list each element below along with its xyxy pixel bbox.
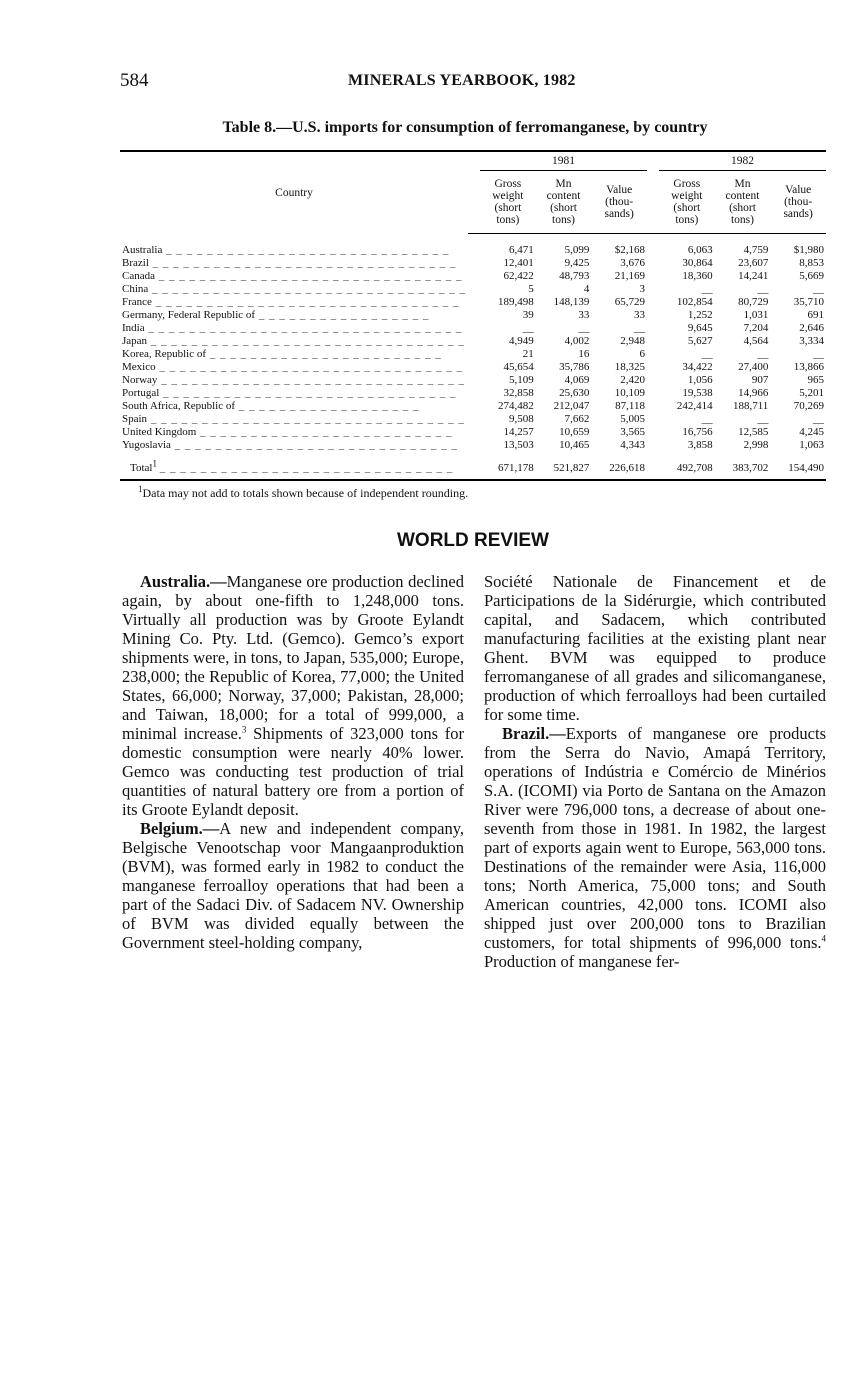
value-cell: 5 [528,283,534,295]
value-cell: 6,063 [687,244,713,256]
table-row [120,348,826,361]
table-row [120,374,826,387]
value-cell: 10,109 [614,387,645,399]
year-1982-header: 1982 [659,151,826,171]
country-cell: United Kingdom _ _ _ _ _ _ _ _ _ _ _ _ _ _ _ _ _ _ _ _ _ _ _ _ _ [122,426,453,438]
value-cell: 5,669 [799,270,824,282]
total-cell: 154,490 [770,452,826,480]
value-cell: 18,360 [682,270,713,282]
value-cell: 10,659 [559,426,590,438]
table-row [120,270,826,283]
value-cell: 33 [634,309,645,321]
country-cell: Australia _ _ _ _ _ _ _ _ _ _ _ _ _ _ _ _ _ _ _ _ _ _ _ _ _ _ _ _ [122,243,450,256]
total-cell: 492,708 [659,452,715,480]
value-cell: 1,063 [799,439,824,451]
value-cell: $2,168 [614,244,645,256]
section-title: WORLD REVIEW [397,530,549,551]
value-cell: 87,118 [615,400,645,412]
value-cell: 9,508 [508,413,534,425]
value-header: Value (thou- sands) [770,171,826,234]
value-cell: 2,948 [620,335,645,347]
value-cell: __ [701,348,713,360]
total-cell: 521,827 [536,452,592,480]
table-row [120,283,826,296]
value-cell: 7,204 [743,322,769,334]
value-cell: 5,627 [687,335,713,347]
value-cell: 10,465 [559,439,590,451]
value-cell: 8,853 [799,257,824,269]
table-row [120,296,826,309]
total-cell: 671,178 [480,452,536,480]
value-cell: 4,564 [743,335,769,347]
table-row [120,439,826,452]
value-cell: 19,538 [682,387,713,399]
right-column [484,572,826,971]
value-cell: 62,422 [503,270,534,282]
country-cell: Germany, Federal Republic of _ _ _ _ _ _ _ _ _ _ _ _ _ _ _ _ _ [122,309,430,321]
value-cell: 5,005 [620,413,645,425]
value-cell: 4 [583,283,590,295]
running-head: MINERALS YEARBOOK, 1982 [348,72,576,89]
table-row [120,322,826,335]
value-cell: 5,201 [799,387,824,399]
value-cell: 9,645 [687,322,713,334]
value-cell: 65,729 [614,296,645,308]
value-cell: 14,966 [738,387,769,399]
table-row [120,387,826,400]
country-cell: Yugoslavia _ _ _ _ _ _ _ _ _ _ _ _ _ _ _ _ _ _ _ _ _ _ _ _ _ _ _ _ [122,439,458,451]
value-cell: 1,031 [743,309,769,321]
value-cell: 35,710 [793,296,824,308]
gross-weight-header: Gross weight (short tons) [480,171,536,234]
table-row [120,361,826,374]
total-label: Total$^1$ _ _ _ _ _ _ _ _ _ _ _ _ _ _ _ _ _ _ _ _ _ _ _ _ _ _ _ _ _ [120,452,468,480]
country-cell: Mexico _ _ _ _ _ _ _ _ _ _ _ _ _ _ _ _ _ _ _ _ _ _ _ _ _ _ _ _ _ _ [122,361,464,373]
value-cell: 4,759 [743,244,769,256]
value-cell: 9,425 [564,257,590,269]
table-title: Table 8.—U.S. imports for consumption of ferromanganese, by country [222,119,708,136]
value-cell: 3,565 [620,426,645,438]
value-cell: 21,169 [614,270,645,282]
value-cell: __ [757,413,769,425]
value-cell: $1,980 [793,244,824,256]
table-footnote: $^1$Data may not add to totals shown because of independent rounding. [138,484,469,500]
value-cell: 32,858 [503,387,534,399]
value-cell: __ [522,322,534,334]
country-cell: Spain _ _ _ _ _ _ _ _ _ _ _ _ _ _ _ _ _ _ _ _ _ _ _ _ _ _ _ _ _ _ _ [122,413,465,425]
value-cell: 39 [522,309,534,321]
table-row [120,309,826,322]
value-cell: __ [813,283,824,295]
value-cell: 34,422 [682,361,713,373]
table-total-row [120,452,826,480]
value-cell: 14,241 [738,270,769,282]
country-cell: France _ _ _ _ _ _ _ _ _ _ _ _ _ _ _ _ _ _ _ _ _ _ _ _ _ _ _ _ _ _ [122,296,460,308]
value-cell: 965 [807,374,824,386]
value-cell: 12,585 [738,426,769,438]
value-cell: 4,002 [564,335,590,347]
value-cell: __ [578,322,590,334]
value-cell: 13,503 [503,439,534,451]
value-cell: 16 [578,348,590,360]
country-cell: Portugal _ _ _ _ _ _ _ _ _ _ _ _ _ _ _ _ _ _ _ _ _ _ _ _ _ _ _ _ _ [122,387,457,399]
value-cell: 12,401 [503,257,534,269]
total-cell: 226,618 [591,452,647,480]
value-cell: 45,654 [503,361,534,373]
value-cell: 16,756 [682,426,713,438]
value-cell: 7,662 [564,413,590,425]
table-row [120,335,826,348]
value-cell: 18,325 [614,361,645,373]
year-1981-header: 1981 [480,151,647,171]
country-cell: China _ _ _ _ _ _ _ _ _ _ _ _ _ _ _ _ _ _ _ _ _ _ _ _ _ _ _ _ _ _ _ [122,283,467,295]
value-cell: 4,069 [564,374,590,386]
value-cell: 2,646 [799,322,824,334]
value-cell: __ [701,283,713,295]
table-row [120,257,826,270]
value-cell: 3,334 [799,335,824,347]
value-cell: 242,414 [676,400,713,412]
value-cell: __ [634,322,645,334]
mn-content-header: Mn content (short tons) [715,171,771,234]
value-cell: 3,676 [620,257,645,269]
paragraph-belgium-continued: Société Nationale de Financement et de Participations de la Sidérurgie, which contributed capital, and Sadacem, which contributed manufacturing facilities at the existing plant near Ghent. BVM was equipped to produce ferromanganese of all grades and silicomanganese, production of which ferroalloys had been curtailed for some time. [484,572,826,724]
value-cell: 2,998 [743,439,769,451]
paragraph-brazil: Brazil.—Exports of manganese ore products from the Serra do Navio, Amapá Territory, operations of Indústria e Comércio de Minérios S.A. (ICOMI) via Porto de Santana on the Amazon River were 796,000 tons, a decrease of about one-seventh from those in 1981. In 1982, the largest part of exports again went to Europe, 563,000 tons. Destinations of the remainder were Asia, 116,000 tons; North America, 75,000 tons; and South American countries, 42,000 tons. ICOMI also shipped just over 200,000 tons to Brazilian customers, for total shipments of 996,000 tons.$^4$ Production of manganese fer- [484,724,826,971]
left-column [122,572,464,952]
country-cell: Japan _ _ _ _ _ _ _ _ _ _ _ _ _ _ _ _ _ _ _ _ _ _ _ _ _ _ _ _ _ _ _ [122,335,465,347]
value-cell: 23,607 [738,257,769,269]
value-cell: 13,866 [793,361,824,373]
value-cell: 1,056 [687,374,713,386]
value-cell: 27,400 [738,361,769,373]
country-cell: South Africa, Republic of _ _ _ _ _ _ _ _ _ _ _ _ _ _ _ _ _ _ [122,400,420,412]
mn-content-header: Mn content (short tons) [536,171,592,234]
value-cell: 30,864 [682,257,713,269]
table-row [120,426,826,439]
country-cell: Brazil _ _ _ _ _ _ _ _ _ _ _ _ _ _ _ _ _ _ _ _ _ _ _ _ _ _ _ _ _ _ [122,257,457,269]
value-cell: 33 [578,309,590,321]
value-cell: 907 [751,374,769,386]
value-cell: 6 [639,348,645,360]
value-cell: 4,949 [508,335,534,347]
value-cell: 4,343 [620,439,645,451]
value-cell: __ [757,283,769,295]
country-cell: Korea, Republic of _ _ _ _ _ _ _ _ _ _ _ _ _ _ _ _ _ _ _ _ _ _ _ [122,348,442,360]
value-cell: 35,786 [559,361,590,373]
value-cell: 274,482 [497,400,534,412]
value-cell: 21 [522,348,534,360]
value-cell: 148,139 [553,296,590,308]
country-cell: India _ _ _ _ _ _ _ _ _ _ _ _ _ _ _ _ _ _ _ _ _ _ _ _ _ _ _ _ _ _ _ [122,322,463,334]
value-cell: 102,854 [676,296,713,308]
value-cell: __ [701,413,713,425]
value-cell: 3,858 [687,439,713,451]
value-cell: __ [757,348,769,360]
value-cell: 14,257 [503,426,534,438]
country-header: Country [120,151,468,234]
value-cell: 3 [639,283,645,295]
value-cell: 188,711 [732,400,769,412]
value-header: Value (thou- sands) [591,171,647,234]
value-cell: __ [813,413,824,425]
value-cell: 691 [807,309,824,321]
total-cell: 383,702 [715,452,771,480]
table-row [120,234,826,258]
value-cell: 70,269 [793,400,824,412]
value-cell: 25,630 [559,387,590,399]
value-cell: 189,498 [497,296,534,308]
paragraph-belgium: Belgium.—A new and independent company, Belgische Venootschap voor Mangaanproduktion (BVM), was formed early in 1982 to conduct the manganese ferroalloy operations that had been a part of the Sadaci Div. of Sadacem NV. Ownership of BVM was divided equally between the Government steel-holding company, [122,819,464,952]
table-row [120,413,826,426]
country-cell: Canada _ _ _ _ _ _ _ _ _ _ _ _ _ _ _ _ _ _ _ _ _ _ _ _ _ _ _ _ _ _ [122,270,463,282]
country-cell: Norway _ _ _ _ _ _ _ _ _ _ _ _ _ _ _ _ _ _ _ _ _ _ _ _ _ _ _ _ _ _ [122,374,465,386]
value-cell: 48,793 [559,270,590,282]
value-cell: 4,245 [799,426,824,438]
paragraph-australia: Australia.—Manganese ore production declined again, by about one-fifth to 1,248,000 tons. Virtually all production was by Groote Eylandt Mining Co. Pty. Ltd. (Gemco). Gemco’s export shipments were, in tons, to Japan, 535,000; Europe, 238,000; the Republic of Korea, 77,000; the United States, 66,000; Norway, 37,000; Pakistan, 28,000; and Taiwan, 18,000; for a total of 999,000, a minimal increase.$^3$ Shipments of 323,000 tons for domestic consumption were nearly 40% lower. Gemco was conducting test production of trial quantities of natural battery ore from a portion of its Groote Eylandt deposit. [122,572,464,819]
value-cell: 6,471 [508,244,534,256]
value-cell: 80,729 [738,296,769,308]
value-cell: 5,109 [508,374,534,386]
value-cell: 2,420 [620,374,645,386]
page-number: 584 [120,70,149,91]
value-cell: 212,047 [553,400,590,412]
ferromanganese-imports-table [120,150,826,481]
value-cell: __ [813,348,824,360]
table-row [120,400,826,413]
gross-weight-header: Gross weight (short tons) [659,171,715,234]
value-cell: 5,099 [564,244,590,256]
value-cell: 1,252 [687,309,713,321]
